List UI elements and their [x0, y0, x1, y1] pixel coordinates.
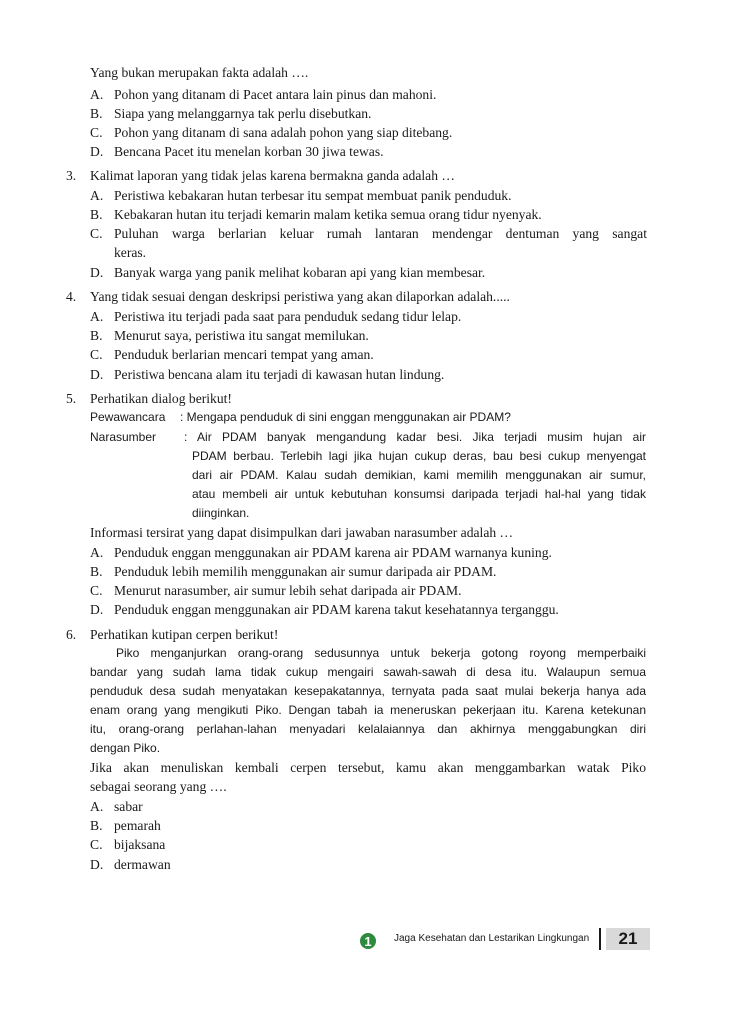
- q6-option-c: bijaksana: [114, 837, 166, 852]
- q5-option-a: Penduduk enggan menggunakan air PDAM karena air PDAM warnanya kuning.: [114, 545, 552, 560]
- q5-question: Informasi tersirat yang dapat disimpulkan dari jawaban narasumber adalah …: [90, 525, 514, 540]
- q5-option-b-letter: B.: [90, 564, 103, 579]
- dialog-line-source-2: PDAM berbau. Terlebih lagi jika hujan cukup deras, bau besi cukup menyengat: [192, 449, 646, 463]
- q4-option-a: Peristiwa itu terjadi pada saat para penduduk sedang tidur lelap.: [114, 309, 462, 324]
- q4-number: 4.: [66, 289, 77, 304]
- q6-number: 6.: [66, 627, 77, 642]
- q5-option-c: Menurut narasumber, air sumur lebih sehat daripada air PDAM.: [114, 583, 462, 598]
- q6-question-1: Jika akan menuliskan kembali cerpen tersebut, kamu akan menggambarkan watak Piko: [90, 760, 646, 775]
- q2-option-d-letter: D.: [90, 144, 104, 159]
- q5-stem: Perhatikan dialog berikut!: [90, 391, 232, 406]
- q6-option-d-letter: D.: [90, 857, 104, 872]
- footer-divider: [599, 928, 601, 950]
- dialog-speaker-source: Narasumber: [90, 430, 157, 444]
- q6-option-c-letter: C.: [90, 837, 103, 852]
- q3-number: 3.: [66, 168, 77, 183]
- q4-option-d: Peristiwa bencana alam itu terjadi di kawasan hutan lindung.: [114, 367, 445, 382]
- q4-option-c-letter: C.: [90, 347, 103, 362]
- q3-option-a: Peristiwa kebakaran hutan terbesar itu sempat membuat panik penduduk.: [114, 188, 512, 203]
- excerpt-line-4: enam orang yang mengikuti Piko. Dengan tabah ia meneruskan pekerjaan itu. Karena ketekunan: [90, 703, 646, 717]
- dialog-speaker-interviewer: Pewawancara: [90, 410, 166, 424]
- q2-stem: Yang bukan merupakan fakta adalah ….: [90, 65, 309, 80]
- q3-option-d: Banyak warga yang panik melihat kobaran api yang kian membesar.: [114, 265, 486, 280]
- q4-option-a-letter: A.: [90, 309, 104, 324]
- chapter-logo-number: 1: [364, 934, 372, 949]
- q5-option-b: Penduduk lebih memilih menggunakan air sumur daripada air PDAM.: [114, 564, 497, 579]
- q4-option-c: Penduduk berlarian mencari tempat yang aman.: [114, 347, 374, 362]
- q3-option-c: Puluhan warga berlarian keluar rumah lantaran mendengar dentuman yang sangat: [114, 226, 647, 241]
- q2-option-c: Pohon yang ditanam di sana adalah pohon yang siap ditebang.: [114, 125, 453, 140]
- q4-option-b: Menurut saya, peristiwa itu sangat memilukan.: [114, 328, 369, 343]
- q6-option-d: dermawan: [114, 857, 171, 872]
- dialog-line-source-1: : Air PDAM banyak mengandung kadar besi. Jika terjadi musim hujan air: [184, 430, 646, 444]
- dialog-line-source-3: dari air PDAM. Kalau sudah demikian, kami memilih menggunakan air sumur,: [192, 468, 646, 482]
- q2-option-a-letter: A.: [90, 87, 104, 102]
- q6-question-2: sebagai seorang yang ….: [90, 779, 227, 794]
- excerpt-line-3: penduduk desa sudah menyatakan kesepakatannya, ternyata pada saat mulai bekerja hanya ada: [90, 684, 646, 698]
- q6-option-b: pemarah: [114, 818, 161, 833]
- q6-option-b-letter: B.: [90, 818, 103, 833]
- q2-option-b-letter: B.: [90, 106, 103, 121]
- q5-number: 5.: [66, 391, 77, 406]
- dialog-line-source-5: diinginkan.: [192, 506, 250, 520]
- excerpt-line-5: itu, orang-orang perlahan-lahan menyadari kelalaiannya dan akhirnya menggabungkan diri: [90, 722, 646, 736]
- q4-option-d-letter: D.: [90, 367, 104, 382]
- q3-option-c-letter: C.: [90, 226, 103, 241]
- q4-option-b-letter: B.: [90, 328, 103, 343]
- q3-option-b: Kebakaran hutan itu terjadi kemarin malam ketika semua orang tidur nyenyak.: [114, 207, 542, 222]
- q3-option-d-letter: D.: [90, 265, 104, 280]
- q3-stem: Kalimat laporan yang tidak jelas karena bermakna ganda adalah …: [90, 168, 455, 183]
- q6-option-a: sabar: [114, 799, 143, 814]
- q2-option-d: Bencana Pacet itu menelan korban 30 jiwa tewas.: [114, 144, 384, 159]
- q5-option-a-letter: A.: [90, 545, 104, 560]
- dialog-line-interviewer: : Mengapa penduduk di sini enggan menggunakan air PDAM?: [180, 410, 511, 424]
- q2-option-b: Siapa yang melanggarnya tak perlu disebutkan.: [114, 106, 372, 121]
- excerpt-line-6: dengan Piko.: [90, 741, 161, 755]
- page-number: 21: [606, 928, 650, 950]
- q5-option-d: Penduduk enggan menggunakan air PDAM karena takut kesehatannya terganggu.: [114, 602, 559, 617]
- q6-stem: Perhatikan kutipan cerpen berikut!: [90, 627, 279, 642]
- q5-option-c-letter: C.: [90, 583, 103, 598]
- dialog-line-source-4: atau membeli air untuk kebutuhan konsumsi daripada terjadi hal-hal yang tidak: [192, 487, 646, 501]
- q3-option-c-cont: keras.: [114, 245, 147, 260]
- chapter-logo-icon: [359, 932, 377, 950]
- q3-option-a-letter: A.: [90, 188, 104, 203]
- q2-option-a: Pohon yang ditanam di Pacet antara lain pinus dan mahoni.: [114, 87, 437, 102]
- q5-option-d-letter: D.: [90, 602, 104, 617]
- excerpt-line-2: bandar yang sudah lama tidak cukup mengairi sawah-sawah di desa itu. Walaupun semua: [90, 665, 646, 679]
- q2-option-c-letter: C.: [90, 125, 103, 140]
- q3-option-b-letter: B.: [90, 207, 103, 222]
- running-title: Jaga Kesehatan dan Lestarikan Lingkungan: [394, 933, 590, 944]
- q4-stem: Yang tidak sesuai dengan deskripsi peristiwa yang akan dilaporkan adalah.....: [90, 289, 510, 304]
- q6-option-a-letter: A.: [90, 799, 104, 814]
- excerpt-line-1: Piko menganjurkan orang-orang sedusunnya untuk bekerja gotong royong memperbaiki: [116, 646, 646, 660]
